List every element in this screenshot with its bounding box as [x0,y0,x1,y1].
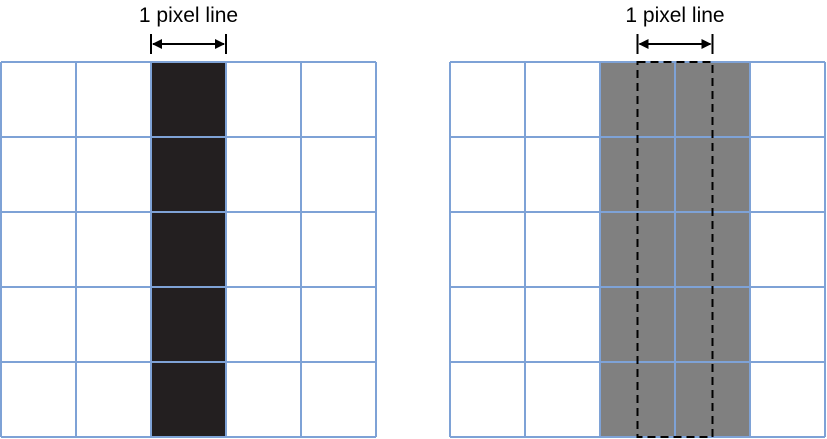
right-measure-arrow [638,34,713,54]
right-panel [450,4,825,437]
left-measure-arrow [151,34,226,54]
right-filled-column-2 [600,62,675,437]
left-panel [1,4,376,437]
left-filled-column-2 [151,62,226,437]
left-line-fill [151,62,226,437]
left-caption: 1 pixel line [138,4,239,27]
right-caption: 1 pixel line [625,4,725,27]
